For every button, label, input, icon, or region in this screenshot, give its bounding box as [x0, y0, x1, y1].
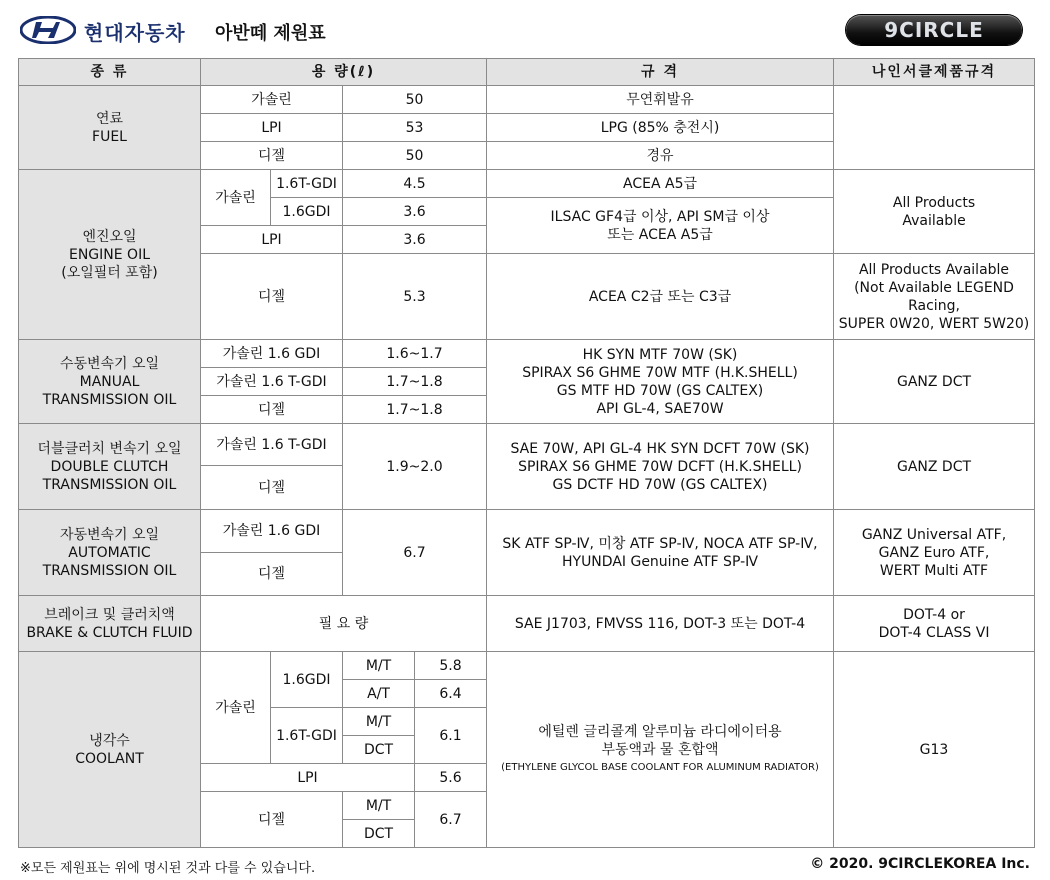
dct-ninecircle: GANZ DCT [834, 424, 1035, 510]
engine-oil-kind: 디젤 [201, 254, 343, 340]
col-header-type: 종 류 [19, 59, 201, 86]
fuel-capacity: 50 [343, 86, 487, 114]
engine-oil-sub: 1.6T-GDI [271, 170, 343, 198]
brake-capacity: 필 요 량 [201, 596, 487, 652]
category-fuel: 연료 FUEL [19, 86, 201, 170]
hyundai-logo-icon [20, 16, 76, 44]
manual-tm-kind: 가솔린 1.6 GDI [201, 340, 343, 368]
table-row [19, 424, 1035, 466]
coolant-trans: M/T [343, 792, 415, 820]
manual-tm-ninecircle: GANZ DCT [834, 340, 1035, 424]
table-row [19, 510, 1035, 553]
fuel-capacity: 53 [343, 114, 487, 142]
table-row [19, 596, 1035, 652]
coolant-lpi: LPI [201, 764, 415, 792]
coolant-tgdi: 1.6T-GDI [271, 708, 343, 764]
coolant-trans: M/T [343, 708, 415, 736]
manual-tm-kind: 디젤 [201, 396, 343, 424]
brake-spec: SAE J1703, FMVSS 116, DOT-3 또는 DOT-4 [487, 596, 834, 652]
category-coolant: 냉각수 COOLANT [19, 652, 201, 848]
dct-kind: 디젤 [201, 466, 343, 510]
fuel-spec: LPG (85% 충전시) [487, 114, 834, 142]
copyright: © 2020. 9CIRCLEKOREA Inc. [810, 856, 1030, 872]
atf-ninecircle: GANZ Universal ATF, GANZ Euro ATF, WERT Multi ATF [834, 510, 1035, 596]
brand-name: 현대자동차 [84, 21, 186, 45]
engine-oil-capacity: 5.3 [343, 254, 487, 340]
table-row [19, 340, 1035, 368]
col-header-spec: 규 격 [487, 59, 834, 86]
coolant-trans: M/T [343, 652, 415, 680]
atf-kind: 디젤 [201, 553, 343, 596]
category-atf: 자동변속기 오일 AUTOMATIC TRANSMISSION OIL [19, 510, 201, 596]
coolant-gdi: 1.6GDI [271, 652, 343, 708]
ninecircle-logo-text: 9CIRCLE [884, 18, 984, 42]
dct-spec: SAE 70W, API GL-4 HK SYN DCFT 70W (SK) SPIRAX S6 GHME 70W DCFT (H.K.SHELL) GS DCTF HD 70W (GS CALTEX) [487, 424, 834, 510]
page-header [0, 0, 1050, 58]
engine-oil-spec: ACEA C2급 또는 C3급 [487, 254, 834, 340]
coolant-trans: DCT [343, 736, 415, 764]
engine-oil-capacity: 3.6 [343, 226, 487, 254]
fuel-capacity: 50 [343, 142, 487, 170]
brake-ninecircle: DOT-4 or DOT-4 CLASS VI [834, 596, 1035, 652]
dct-capacity: 1.9~2.0 [343, 424, 487, 510]
fuel-kind: 디젤 [201, 142, 343, 170]
spec-table [18, 58, 1035, 848]
coolant-spec: 에틸렌 글리콜계 알루미늄 라디에이터용 부동액과 물 혼합액 (ETHYLENE GLYCOL BASE COOLANT FOR ALUMINUM RADIATOR) [487, 652, 834, 848]
coolant-gasoline: 가솔린 [201, 652, 271, 764]
coolant-trans: DCT [343, 820, 415, 848]
table-header-row [19, 59, 1035, 86]
fuel-kind: LPI [201, 114, 343, 142]
col-header-ninecircle: 나인서클제품규격 [834, 59, 1035, 86]
fuel-kind: 가솔린 [201, 86, 343, 114]
coolant-capacity: 6.7 [415, 792, 487, 848]
engine-oil-ninecircle-1: All Products Available [834, 170, 1035, 254]
manual-tm-capacity: 1.7~1.8 [343, 396, 487, 424]
category-brake: 브레이크 및 클러치액 BRAKE & CLUTCH FLUID [19, 596, 201, 652]
engine-oil-ninecircle-2: All Products Available (Not Available LEGEND Racing, SUPER 0W20, WERT 5W20) [834, 254, 1035, 340]
atf-kind: 가솔린 1.6 GDI [201, 510, 343, 553]
engine-oil-spec: ILSAC GF4급 이상, API SM급 이상 또는 ACEA A5급 [487, 198, 834, 254]
manual-tm-capacity: 1.7~1.8 [343, 368, 487, 396]
ninecircle-logo [846, 15, 1022, 45]
dct-kind: 가솔린 1.6 T-GDI [201, 424, 343, 466]
category-engine-oil: 엔진오일 ENGINE OIL (오일필터 포함) [19, 170, 201, 340]
coolant-capacity: 5.8 [415, 652, 487, 680]
manual-tm-capacity: 1.6~1.7 [343, 340, 487, 368]
coolant-capacity: 6.1 [415, 708, 487, 764]
col-header-capacity: 용 량(ℓ) [201, 59, 487, 86]
engine-oil-spec: ACEA A5급 [487, 170, 834, 198]
coolant-capacity: 6.4 [415, 680, 487, 708]
fuel-ninecircle [834, 86, 1035, 170]
engine-oil-sub: 1.6GDI [271, 198, 343, 226]
footnote: ※모든 제원표는 위에 명시된 것과 다를 수 있습니다. [20, 861, 316, 876]
fuel-spec: 경유 [487, 142, 834, 170]
coolant-trans: A/T [343, 680, 415, 708]
category-manual-tm: 수동변속기 오일 MANUAL TRANSMISSION OIL [19, 340, 201, 424]
engine-oil-gasoline: 가솔린 [201, 170, 271, 226]
table-row [19, 170, 1035, 198]
table-row [19, 86, 1035, 114]
document-title: 아반떼 제원표 [215, 23, 326, 44]
coolant-diesel: 디젤 [201, 792, 343, 848]
table-row [19, 652, 1035, 680]
manual-tm-kind: 가솔린 1.6 T-GDI [201, 368, 343, 396]
engine-oil-capacity: 4.5 [343, 170, 487, 198]
atf-capacity: 6.7 [343, 510, 487, 596]
engine-oil-kind: LPI [201, 226, 343, 254]
engine-oil-capacity: 3.6 [343, 198, 487, 226]
coolant-ninecircle: G13 [834, 652, 1035, 848]
atf-spec: SK ATF SP-Ⅳ, 미창 ATF SP-Ⅳ, NOCA ATF SP-Ⅳ, HYUNDAI Genuine ATF SP-Ⅳ [487, 510, 834, 596]
coolant-capacity: 5.6 [415, 764, 487, 792]
manual-tm-spec: HK SYN MTF 70W (SK) SPIRAX S6 GHME 70W MTF (H.K.SHELL) GS MTF HD 70W (GS CALTEX) API GL-4, SAE70W [487, 340, 834, 424]
fuel-spec: 무연휘발유 [487, 86, 834, 114]
category-dct: 더블클러치 변속기 오일 DOUBLE CLUTCH TRANSMISSION OIL [19, 424, 201, 510]
